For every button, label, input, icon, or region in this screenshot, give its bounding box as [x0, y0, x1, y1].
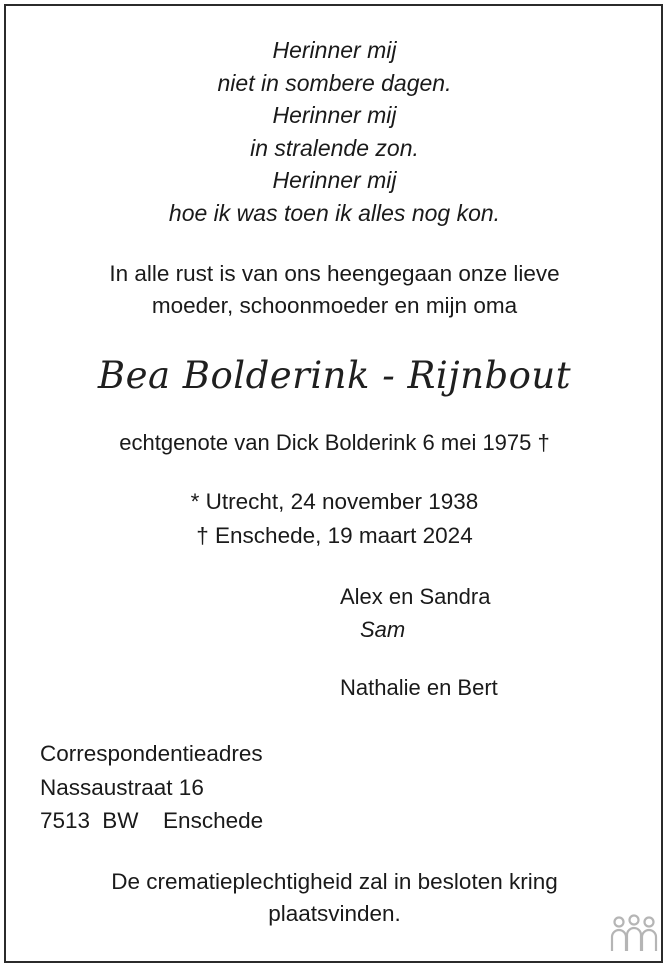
poem-line: Herinner mij	[272, 167, 397, 194]
family-member: Alex en Sandra	[340, 584, 491, 609]
poem-line: niet in sombere dagen.	[217, 69, 452, 96]
poem-line: hoe ik was toen ik alles nog kon.	[168, 199, 501, 226]
closing-line: De crematieplechtigheid zal in besloten kring	[111, 869, 558, 894]
poem-line: in stralende zon.	[250, 134, 419, 161]
correspondence-address	[40, 737, 263, 838]
birth-line: * Utrecht, 24 november 1938	[190, 489, 479, 514]
poem-line: Herinner mij	[272, 102, 397, 129]
family-list	[340, 580, 498, 704]
grandchild-name: Sam	[360, 617, 406, 642]
poem	[0, 34, 669, 230]
death-line: † Enschede, 19 maart 2024	[196, 522, 473, 548]
life-dates	[0, 485, 669, 552]
intro-line: In alle rust is van ons heengegaan onze lieve	[109, 261, 560, 286]
ceremony-notice	[0, 866, 669, 930]
intro-line: moeder, schoonmoeder en mijn oma	[151, 293, 518, 318]
intro-text	[0, 258, 669, 322]
closing-line: plaatsvinden.	[268, 901, 401, 926]
address-street: Nassaustraat 16	[40, 774, 204, 800]
people-group-icon	[609, 913, 659, 955]
spouse-line: echtgenote van Dick Bolderink 6 mei 1975 †	[119, 430, 550, 455]
family-member: Nathalie en Bert	[340, 675, 498, 700]
deceased-name: Bea Bolderink - Rijnbout	[97, 354, 572, 397]
address-heading: Correspondentieadres	[40, 741, 263, 766]
poem-line: Herinner mij	[272, 37, 397, 63]
address-postal-city: 7513 BW Enschede	[40, 808, 264, 833]
